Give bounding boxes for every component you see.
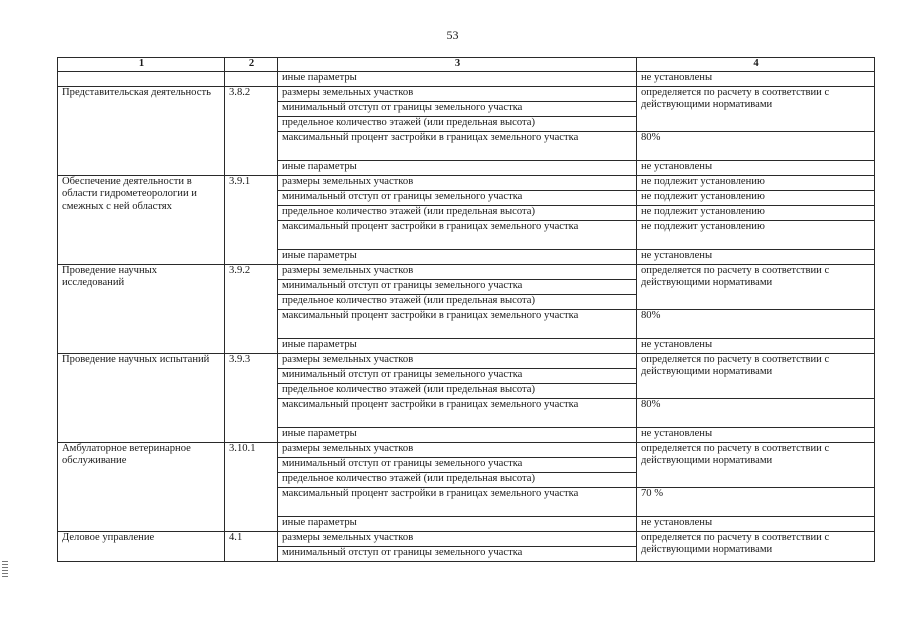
table-row [58, 353, 875, 368]
value-cell: определяется по расчету в соответствии с действующими нормативами [637, 531, 875, 561]
value-cell: не установлены [637, 338, 875, 353]
param-cell: размеры земельных участков [278, 353, 637, 368]
table-row [58, 71, 875, 86]
code-cell: 3.9.1 [225, 175, 278, 264]
param-cell: иные параметры [278, 249, 637, 264]
param-cell: максимальный процент застройки в границах земельного участка [278, 487, 637, 516]
table-row [58, 175, 875, 190]
column-header: 2 [225, 58, 278, 72]
value-cell: не установлены [637, 71, 875, 86]
param-cell: предельное количество этажей (или предельная высота) [278, 294, 637, 309]
param-cell: предельное количество этажей (или предельная высота) [278, 205, 637, 220]
param-cell: максимальный процент застройки в границах земельного участка [278, 309, 637, 338]
use-name-cell: Проведение научных исследований [58, 264, 225, 353]
param-cell: иные параметры [278, 338, 637, 353]
code-cell: 3.10.1 [225, 442, 278, 531]
value-cell: не подлежит установлению [637, 175, 875, 190]
header-row [58, 58, 875, 72]
param-cell: размеры земельных участков [278, 175, 637, 190]
value-cell: не установлены [637, 427, 875, 442]
param-cell: иные параметры [278, 427, 637, 442]
param-cell: предельное количество этажей (или предельная высота) [278, 472, 637, 487]
param-cell: минимальный отступ от границы земельного участка [278, 279, 637, 294]
value-cell: определяется по расчету в соответствии с действующими нормативами [637, 264, 875, 309]
param-cell: минимальный отступ от границы земельного участка [278, 546, 637, 561]
param-cell: минимальный отступ от границы земельного участка [278, 190, 637, 205]
param-cell: размеры земельных участков [278, 264, 637, 279]
table-row [58, 442, 875, 457]
param-cell: максимальный процент застройки в границах земельного участка [278, 220, 637, 249]
value-cell: не установлены [637, 516, 875, 531]
value-cell: не установлены [637, 160, 875, 175]
param-cell: размеры земельных участков [278, 531, 637, 546]
param-cell: минимальный отступ от границы земельного участка [278, 368, 637, 383]
table-row [58, 531, 875, 546]
value-cell: 80% [637, 309, 875, 338]
use-name-cell: Амбулаторное ветеринарное обслуживание [58, 442, 225, 531]
value-cell: 80% [637, 131, 875, 160]
param-cell: иные параметры [278, 71, 637, 86]
param-cell: максимальный процент застройки в границах земельного участка [278, 398, 637, 427]
use-name-cell: Обеспечение деятельности в области гидрометеорологии и смежных с ней областях [58, 175, 225, 264]
use-name-cell [58, 71, 225, 86]
code-cell: 3.8.2 [225, 86, 278, 175]
column-header: 1 [58, 58, 225, 72]
column-header: 3 [278, 58, 637, 72]
value-cell: не установлены [637, 249, 875, 264]
value-cell: не подлежит установлению [637, 205, 875, 220]
regulations-table [57, 57, 875, 562]
use-name-cell: Проведение научных испытаний [58, 353, 225, 442]
table-row [58, 86, 875, 101]
param-cell: предельное количество этажей (или предельная высота) [278, 116, 637, 131]
value-cell: определяется по расчету в соответствии с действующими нормативами [637, 442, 875, 487]
scan-edge-mark [2, 561, 8, 577]
use-name-cell: Деловое управление [58, 531, 225, 561]
param-cell: размеры земельных участков [278, 442, 637, 457]
use-name-cell: Представительская деятельность [58, 86, 225, 175]
page-number: 53 [446, 28, 459, 42]
value-cell: 70 % [637, 487, 875, 516]
param-cell: иные параметры [278, 516, 637, 531]
code-cell: 3.9.2 [225, 264, 278, 353]
code-cell [225, 71, 278, 86]
column-header: 4 [637, 58, 875, 72]
param-cell: размеры земельных участков [278, 86, 637, 101]
value-cell: определяется по расчету в соответствии с действующими нормативами [637, 86, 875, 131]
param-cell: минимальный отступ от границы земельного участка [278, 101, 637, 116]
code-cell: 3.9.3 [225, 353, 278, 442]
value-cell: не подлежит установлению [637, 190, 875, 205]
code-cell: 4.1 [225, 531, 278, 561]
value-cell: 80% [637, 398, 875, 427]
param-cell: иные параметры [278, 160, 637, 175]
table-row [58, 264, 875, 279]
value-cell: не подлежит установлению [637, 220, 875, 249]
param-cell: предельное количество этажей (или предельная высота) [278, 383, 637, 398]
param-cell: максимальный процент застройки в границах земельного участка [278, 131, 637, 160]
value-cell: определяется по расчету в соответствии с действующими нормативами [637, 353, 875, 398]
param-cell: минимальный отступ от границы земельного участка [278, 457, 637, 472]
